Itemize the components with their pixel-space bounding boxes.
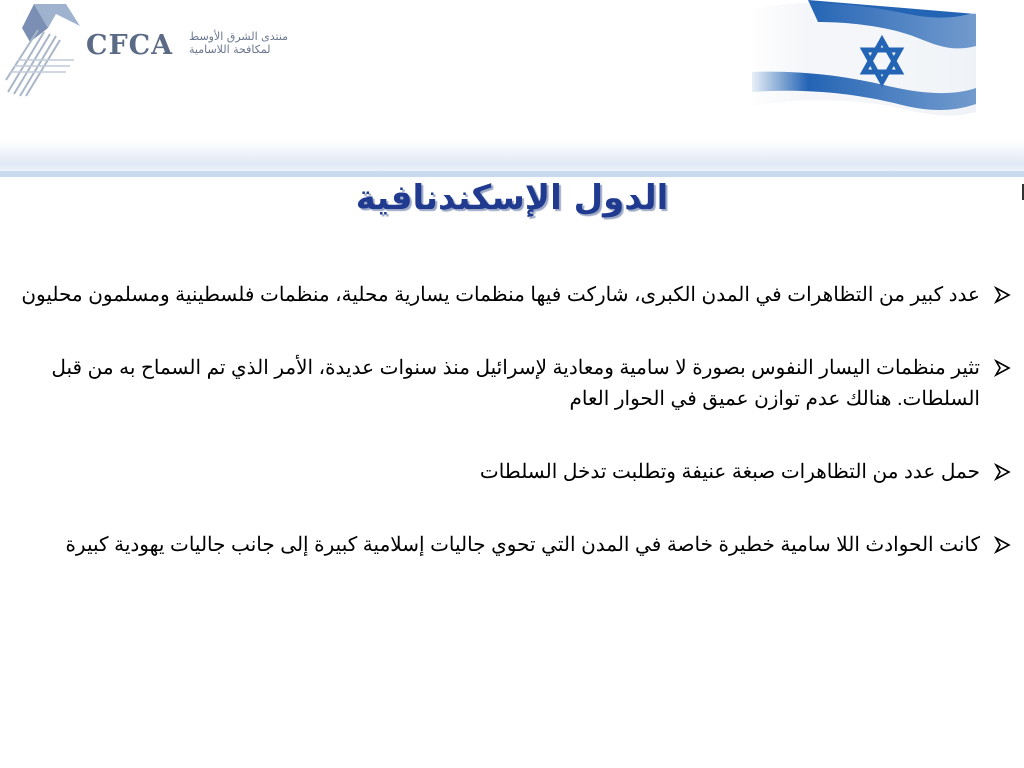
- bullet-item: [8, 457, 1014, 488]
- israel-flag-icon: [748, 0, 980, 122]
- cfca-logo: [4, 0, 304, 100]
- arrow-bullet-icon: [992, 358, 1012, 378]
- bullet-item: [8, 280, 1014, 311]
- arrow-bullet-icon: [992, 285, 1012, 305]
- bullet-text: عدد كبير من التظاهرات في المدن الكبرى، شاركت فيها منظمات يسارية محلية، منظمات فلسطينية ومسلمون محليون: [21, 284, 980, 306]
- slide-header: [0, 0, 1024, 180]
- logo-arabic-line-2: لمكافحة اللاسامية: [189, 43, 271, 56]
- bullet-item: [8, 530, 1014, 561]
- bullet-text: كانت الحوادث اللا سامية خطيرة خاصة في المدن التي تحوي جاليات إسلامية كبيرة إلى جانب جاليات يهودية كبيرة: [65, 534, 980, 556]
- bullet-text: تثير منظمات اليسار النفوس بصورة لا سامية ومعادية لإسرائيل منذ سنوات عديدة، الأمر الذي تم السماح به من قبل السلطات. هنالك عدم توازن عميق في الحوار العام: [51, 357, 980, 410]
- arrow-bullet-icon: [992, 462, 1012, 482]
- arrow-bullet-icon: [992, 535, 1012, 555]
- logo-swoosh-icon: [4, 0, 94, 100]
- bullet-text: حمل عدد من التظاهرات صبغة عنيفة وتطلبت تدخل السلطات: [479, 461, 980, 483]
- bullet-list: [8, 280, 1014, 561]
- bullet-item: [8, 353, 1014, 415]
- logo-wordmark: CFCA: [86, 30, 174, 61]
- logo-arabic-line-1: منتدى الشرق الأوسط: [189, 30, 289, 43]
- header-divider: [0, 171, 1024, 177]
- logo-arabic-text: [189, 30, 299, 56]
- slide-title: الدول الإسكندنافية: [355, 178, 669, 218]
